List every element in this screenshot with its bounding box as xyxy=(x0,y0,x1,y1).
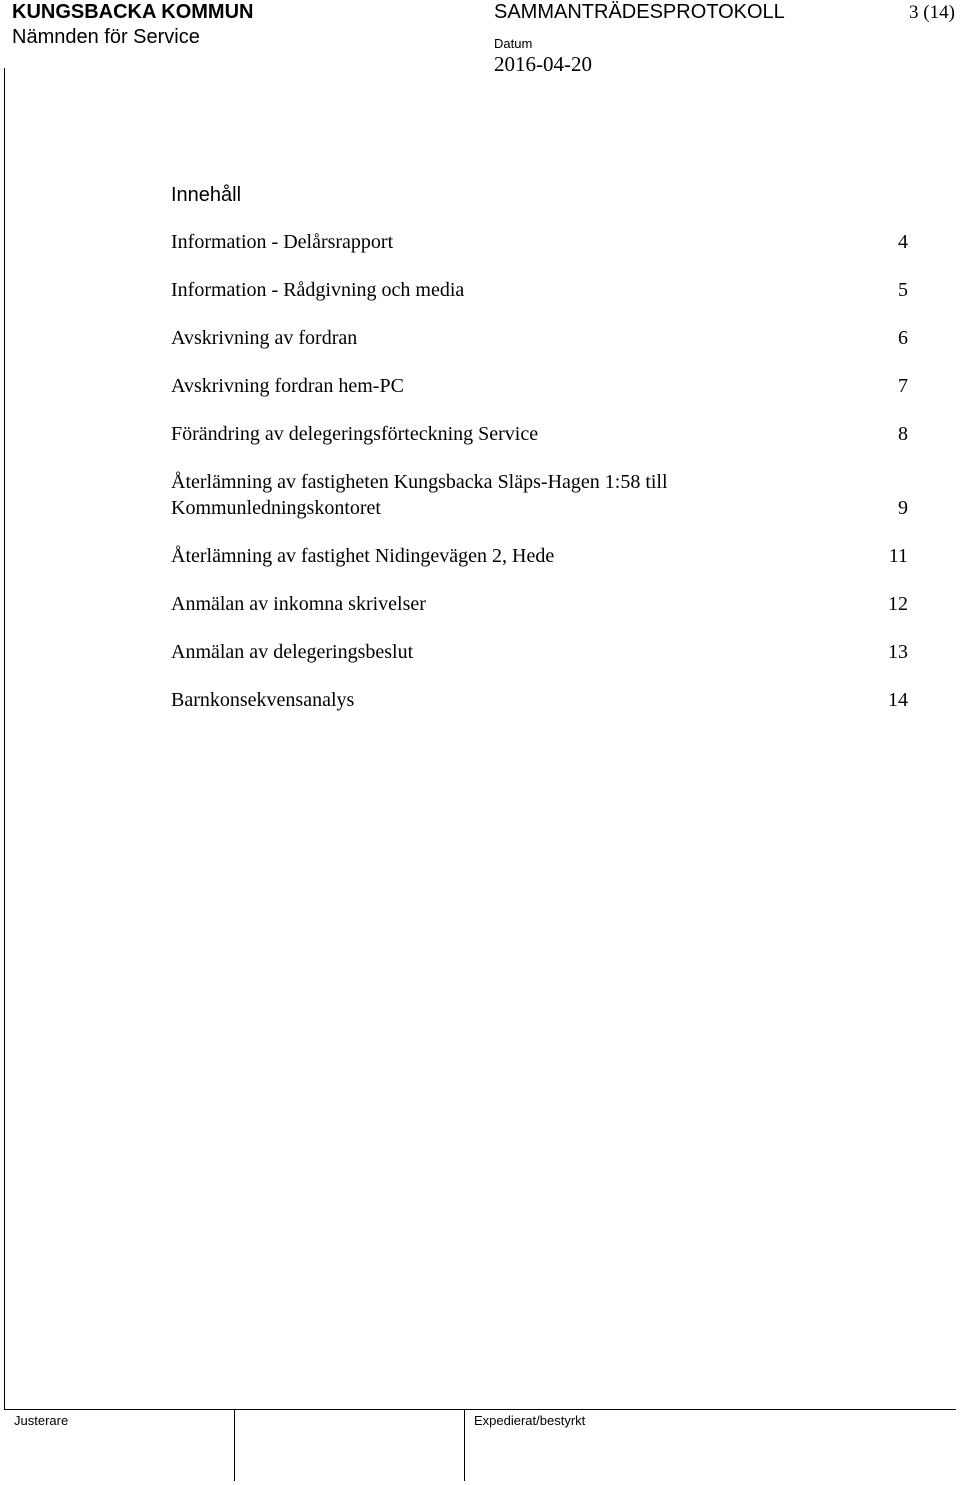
toc-item-page: 7 xyxy=(898,375,908,397)
toc-item-title-line1: Återlämning av fastigheten Kungsbacka Släps-Hagen 1:58 till xyxy=(171,471,668,493)
expedierat-label: Expedierat/bestyrkt xyxy=(474,1413,586,1428)
footer-divider xyxy=(464,1409,465,1481)
left-margin-rule xyxy=(4,68,5,1409)
toc-item-title: Avskrivning av fordran xyxy=(171,327,358,349)
document-type: SAMMANTRÄDESPROTOKOLL xyxy=(494,1,785,23)
toc-item-title: Förändring av delegeringsförteckning Service xyxy=(171,423,539,445)
toc-item-title: Återlämning av fastighet Nidingevägen 2, Hede xyxy=(171,545,555,567)
justerare-label: Justerare xyxy=(14,1413,69,1428)
toc-item-title-line2: Kommunledningskontoret xyxy=(171,497,381,519)
date-value: 2016-04-20 xyxy=(494,52,592,76)
toc-item-page: 5 xyxy=(898,279,908,301)
board-name: Nämnden för Service xyxy=(12,26,200,48)
footer-divider xyxy=(234,1409,235,1481)
toc-item-title: Anmälan av delegeringsbeslut xyxy=(171,641,414,663)
toc-heading: Innehåll xyxy=(171,184,242,206)
footer-table-top-border xyxy=(4,1409,956,1410)
toc-item-page: 6 xyxy=(898,327,908,349)
toc-item-page: 13 xyxy=(888,641,908,663)
toc-item-page: 11 xyxy=(888,545,908,567)
toc-item-title: Information - Rådgivning och media xyxy=(171,279,465,301)
toc-item-title: Avskrivning fordran hem-PC xyxy=(171,375,404,397)
toc-item-title: Barnkonsekvensanalys xyxy=(171,689,355,711)
toc-item-page: 4 xyxy=(898,231,908,253)
toc-item-page: 8 xyxy=(898,423,908,445)
page-number: 3 (14) xyxy=(909,2,955,23)
toc-item-page: 9 xyxy=(898,497,908,519)
toc-item-page: 14 xyxy=(888,689,908,711)
toc-item-page: 12 xyxy=(888,593,908,615)
toc-item-title: Information - Delårsrapport xyxy=(171,231,394,253)
date-label: Datum xyxy=(494,36,533,51)
organization-name: KUNGSBACKA KOMMUN xyxy=(12,1,254,23)
toc-item-title: Anmälan av inkomna skrivelser xyxy=(171,593,426,615)
